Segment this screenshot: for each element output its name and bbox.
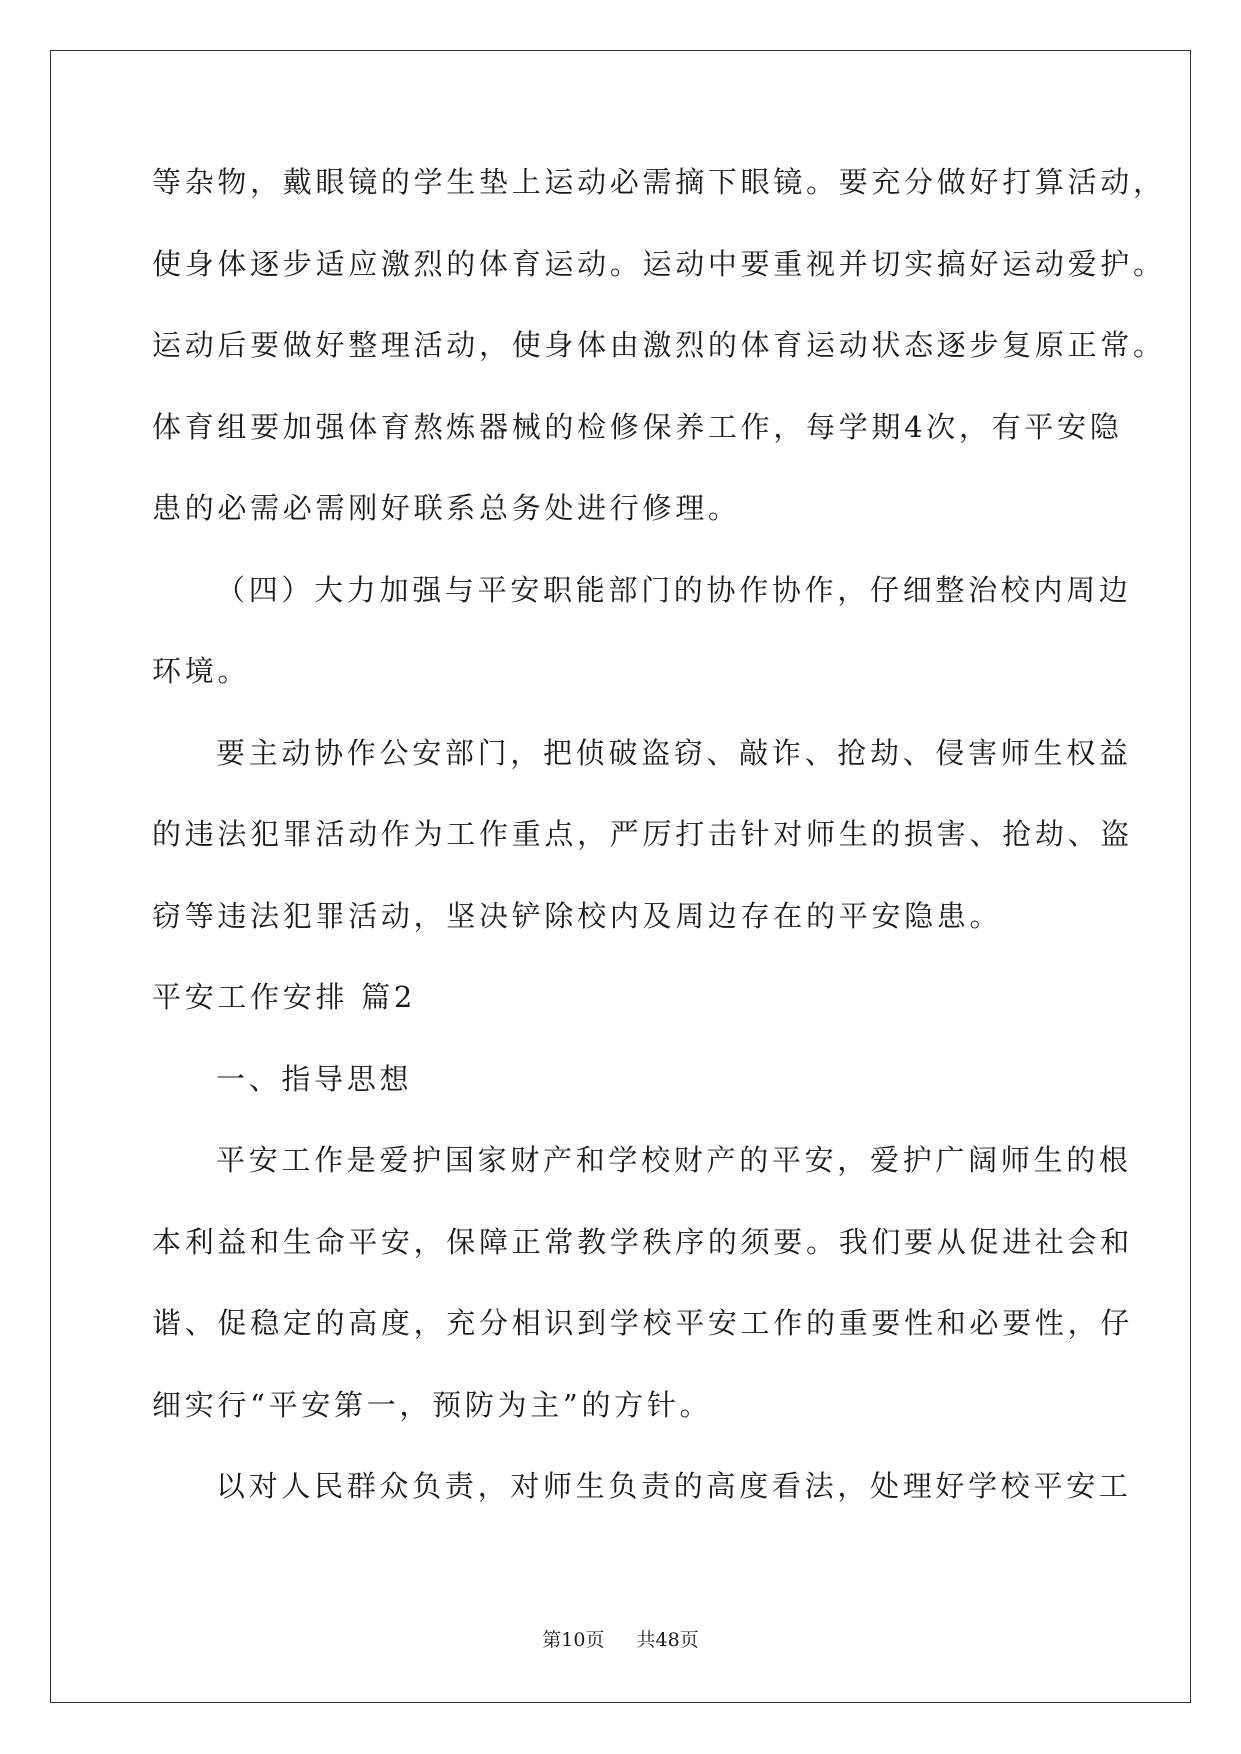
text-line: 本利益和生命平安，保障正常教学秩序的须要。我们要从促进社会和 xyxy=(152,1224,1134,1259)
page-footer xyxy=(0,1628,1241,1652)
text-line: 窃等违法犯罪活动，坚决铲除校内及周边存在的平安隐患。 xyxy=(152,898,1003,933)
page-number: 第10页 xyxy=(542,1629,605,1651)
text-line: 患的必需必需刚好联系总务处进行修理。 xyxy=(152,491,741,525)
text-line: 使身体逐步适应激烈的体育运动。运动中要重视并切实搞好运动爱护。 xyxy=(152,246,1166,281)
text-line: 细实行“平安第一，预防为主”的方针。 xyxy=(152,1387,713,1422)
subsection-heading: 一、指导思想 xyxy=(216,1061,413,1096)
text-line: 平安工作是爱护国家财产和学校财产的平安，爱护广阔师生的根 xyxy=(216,1143,1132,1177)
text-line: 的违法犯罪活动作为工作重点，严厉打击针对师生的损害、抢劫、盗 xyxy=(152,817,1134,851)
text-line: 环境。 xyxy=(152,654,251,688)
section-heading: 平安工作安排 篇2 xyxy=(152,980,416,1014)
document-body xyxy=(152,162,1166,1548)
text-line: 谐、促稳定的高度，充分相识到学校平安工作的重要性和必要性，仔 xyxy=(152,1306,1134,1340)
text-line: 运动后要做好整理活动，使身体由激烈的体育运动状态逐步复原正常。 xyxy=(152,328,1166,362)
text-line: （四）大力加强与平安职能部门的协作协作，仔细整治校内周边 xyxy=(216,572,1132,607)
text-line: 等杂物，戴眼镜的学生垫上运动必需摘下眼镜。要充分做好打算活动， xyxy=(152,165,1166,199)
page-total: 共48页 xyxy=(636,1629,699,1651)
text-line: 以对人民群众负责，对师生负责的高度看法，处理好学校平安工 xyxy=(216,1469,1132,1503)
text-line: 要主动协作公安部门，把侦破盗窃、敲诈、抢劫、侵害师生权益 xyxy=(216,735,1132,770)
text-line: 体育组要加强体育熬炼器械的检修保养工作，每学期4次，有平安隐 xyxy=(152,409,1123,444)
